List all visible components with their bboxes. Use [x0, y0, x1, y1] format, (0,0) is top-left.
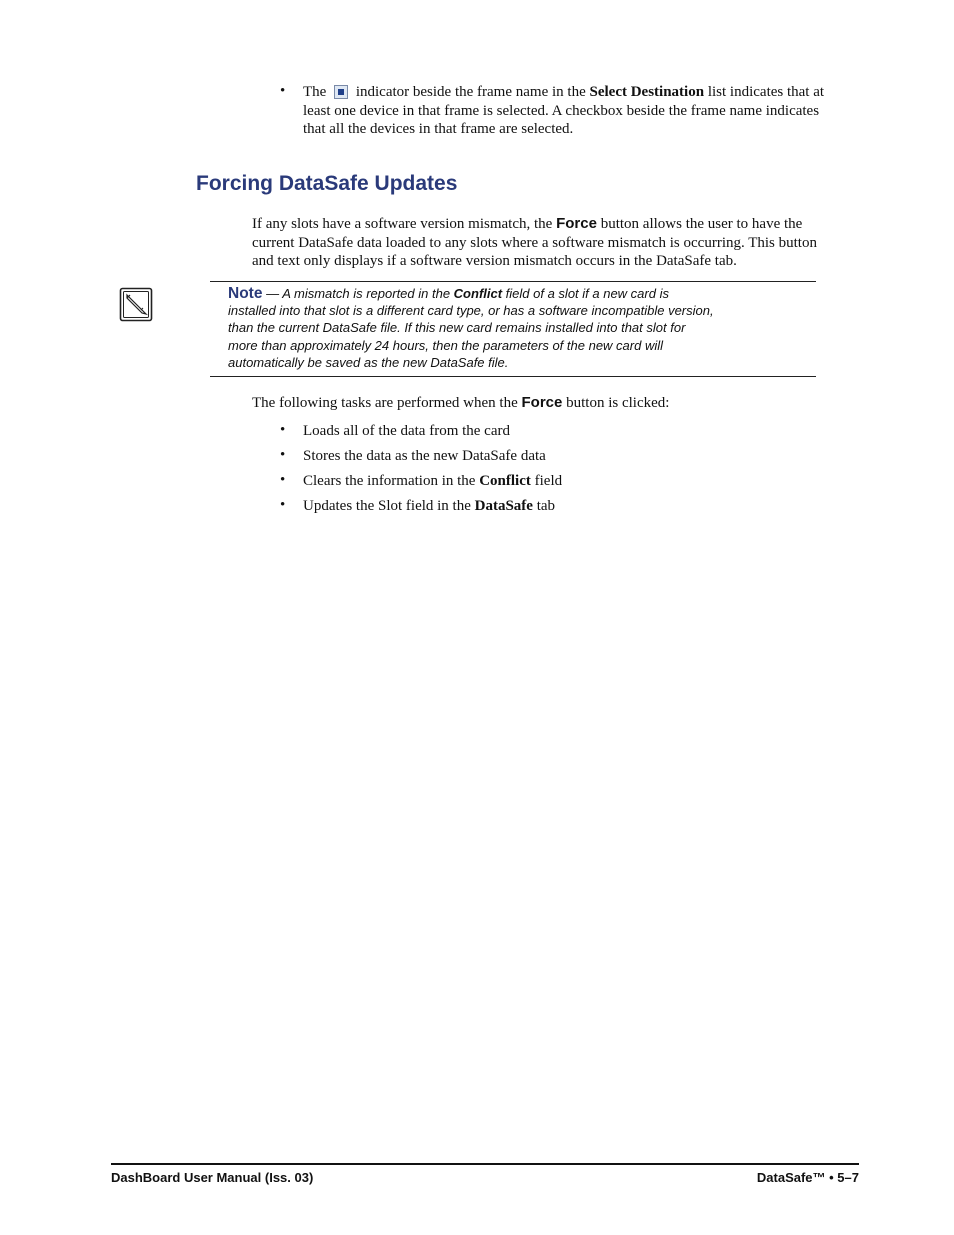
- force-term: Force: [521, 394, 563, 411]
- force-description: [252, 215, 852, 271]
- footer-rule: [111, 1163, 859, 1165]
- square-selected-indicator-icon: [334, 85, 348, 99]
- list-item: Stores the data as the new DataSafe data: [303, 448, 546, 464]
- list-item: [303, 497, 555, 516]
- note-content: [228, 285, 808, 371]
- datasafe-term: DataSafe: [474, 498, 533, 514]
- text: and text only displays if a software version mismatch occurs in the DataSafe tab.: [252, 253, 737, 269]
- conflict-term: Conflict: [479, 473, 531, 489]
- section-heading: Forcing DataSafe Updates: [196, 172, 458, 195]
- text: field: [534, 473, 563, 489]
- text: Clears the information in the: [303, 473, 476, 489]
- text: indicator beside the frame name in the: [355, 84, 586, 100]
- bullet-marker: •: [280, 497, 286, 513]
- text: more than approximately 24 hours, then the parameters of the new card will: [228, 337, 664, 353]
- text: automatically be saved as the new DataSafe file.: [228, 354, 509, 370]
- text: tab: [536, 498, 556, 514]
- text: current DataSafe data loaded to any slots where a software mismatch is occurring. This button: [252, 234, 817, 251]
- text: list indicates that at: [707, 84, 825, 100]
- note-bottom-rule: [210, 376, 816, 377]
- list-item: Loads all of the data from the card: [303, 423, 510, 439]
- note-pencil-icon: [119, 287, 153, 327]
- bullet-marker: •: [280, 447, 286, 463]
- text: The following tasks are performed when the: [252, 395, 518, 411]
- bullet-marker: •: [280, 83, 286, 99]
- text: least one device in that frame is selected. A checkbox beside the frame name indicates: [303, 102, 820, 119]
- text: installed into that slot is a different card type, or has a software incompatible version,: [228, 303, 714, 319]
- conflict-term: Conflict: [453, 286, 503, 301]
- note-top-rule: [210, 281, 816, 282]
- note-label: Note: [228, 285, 263, 302]
- bullet-marker: •: [280, 472, 286, 488]
- force-term: Force: [556, 215, 597, 232]
- select-destination-term: Select Destination: [589, 84, 705, 100]
- footer-manual-title: DashBoard User Manual (Iss. 03): [111, 1170, 314, 1185]
- top-bullet-text: [303, 83, 863, 139]
- tasks-intro: [252, 394, 669, 413]
- text: button allows the user to have the: [600, 216, 803, 232]
- footer-page-number: DataSafe™ • 5–7: [756, 1170, 859, 1185]
- text: button is clicked:: [566, 395, 670, 411]
- list-item: [303, 472, 562, 491]
- bullet-marker: •: [280, 422, 286, 438]
- text: If any slots have a software version mismatch, the: [252, 216, 553, 232]
- text: Updates the Slot field in the: [303, 498, 471, 514]
- text: field of a slot if a new card is: [502, 286, 669, 301]
- text: that all the devices in that frame are selected.: [303, 121, 574, 137]
- text: — A mismatch is reported in the: [262, 286, 454, 301]
- text: than the current DataSafe file. If this new card remains installed into that slot for: [228, 320, 686, 336]
- text: The: [303, 84, 327, 100]
